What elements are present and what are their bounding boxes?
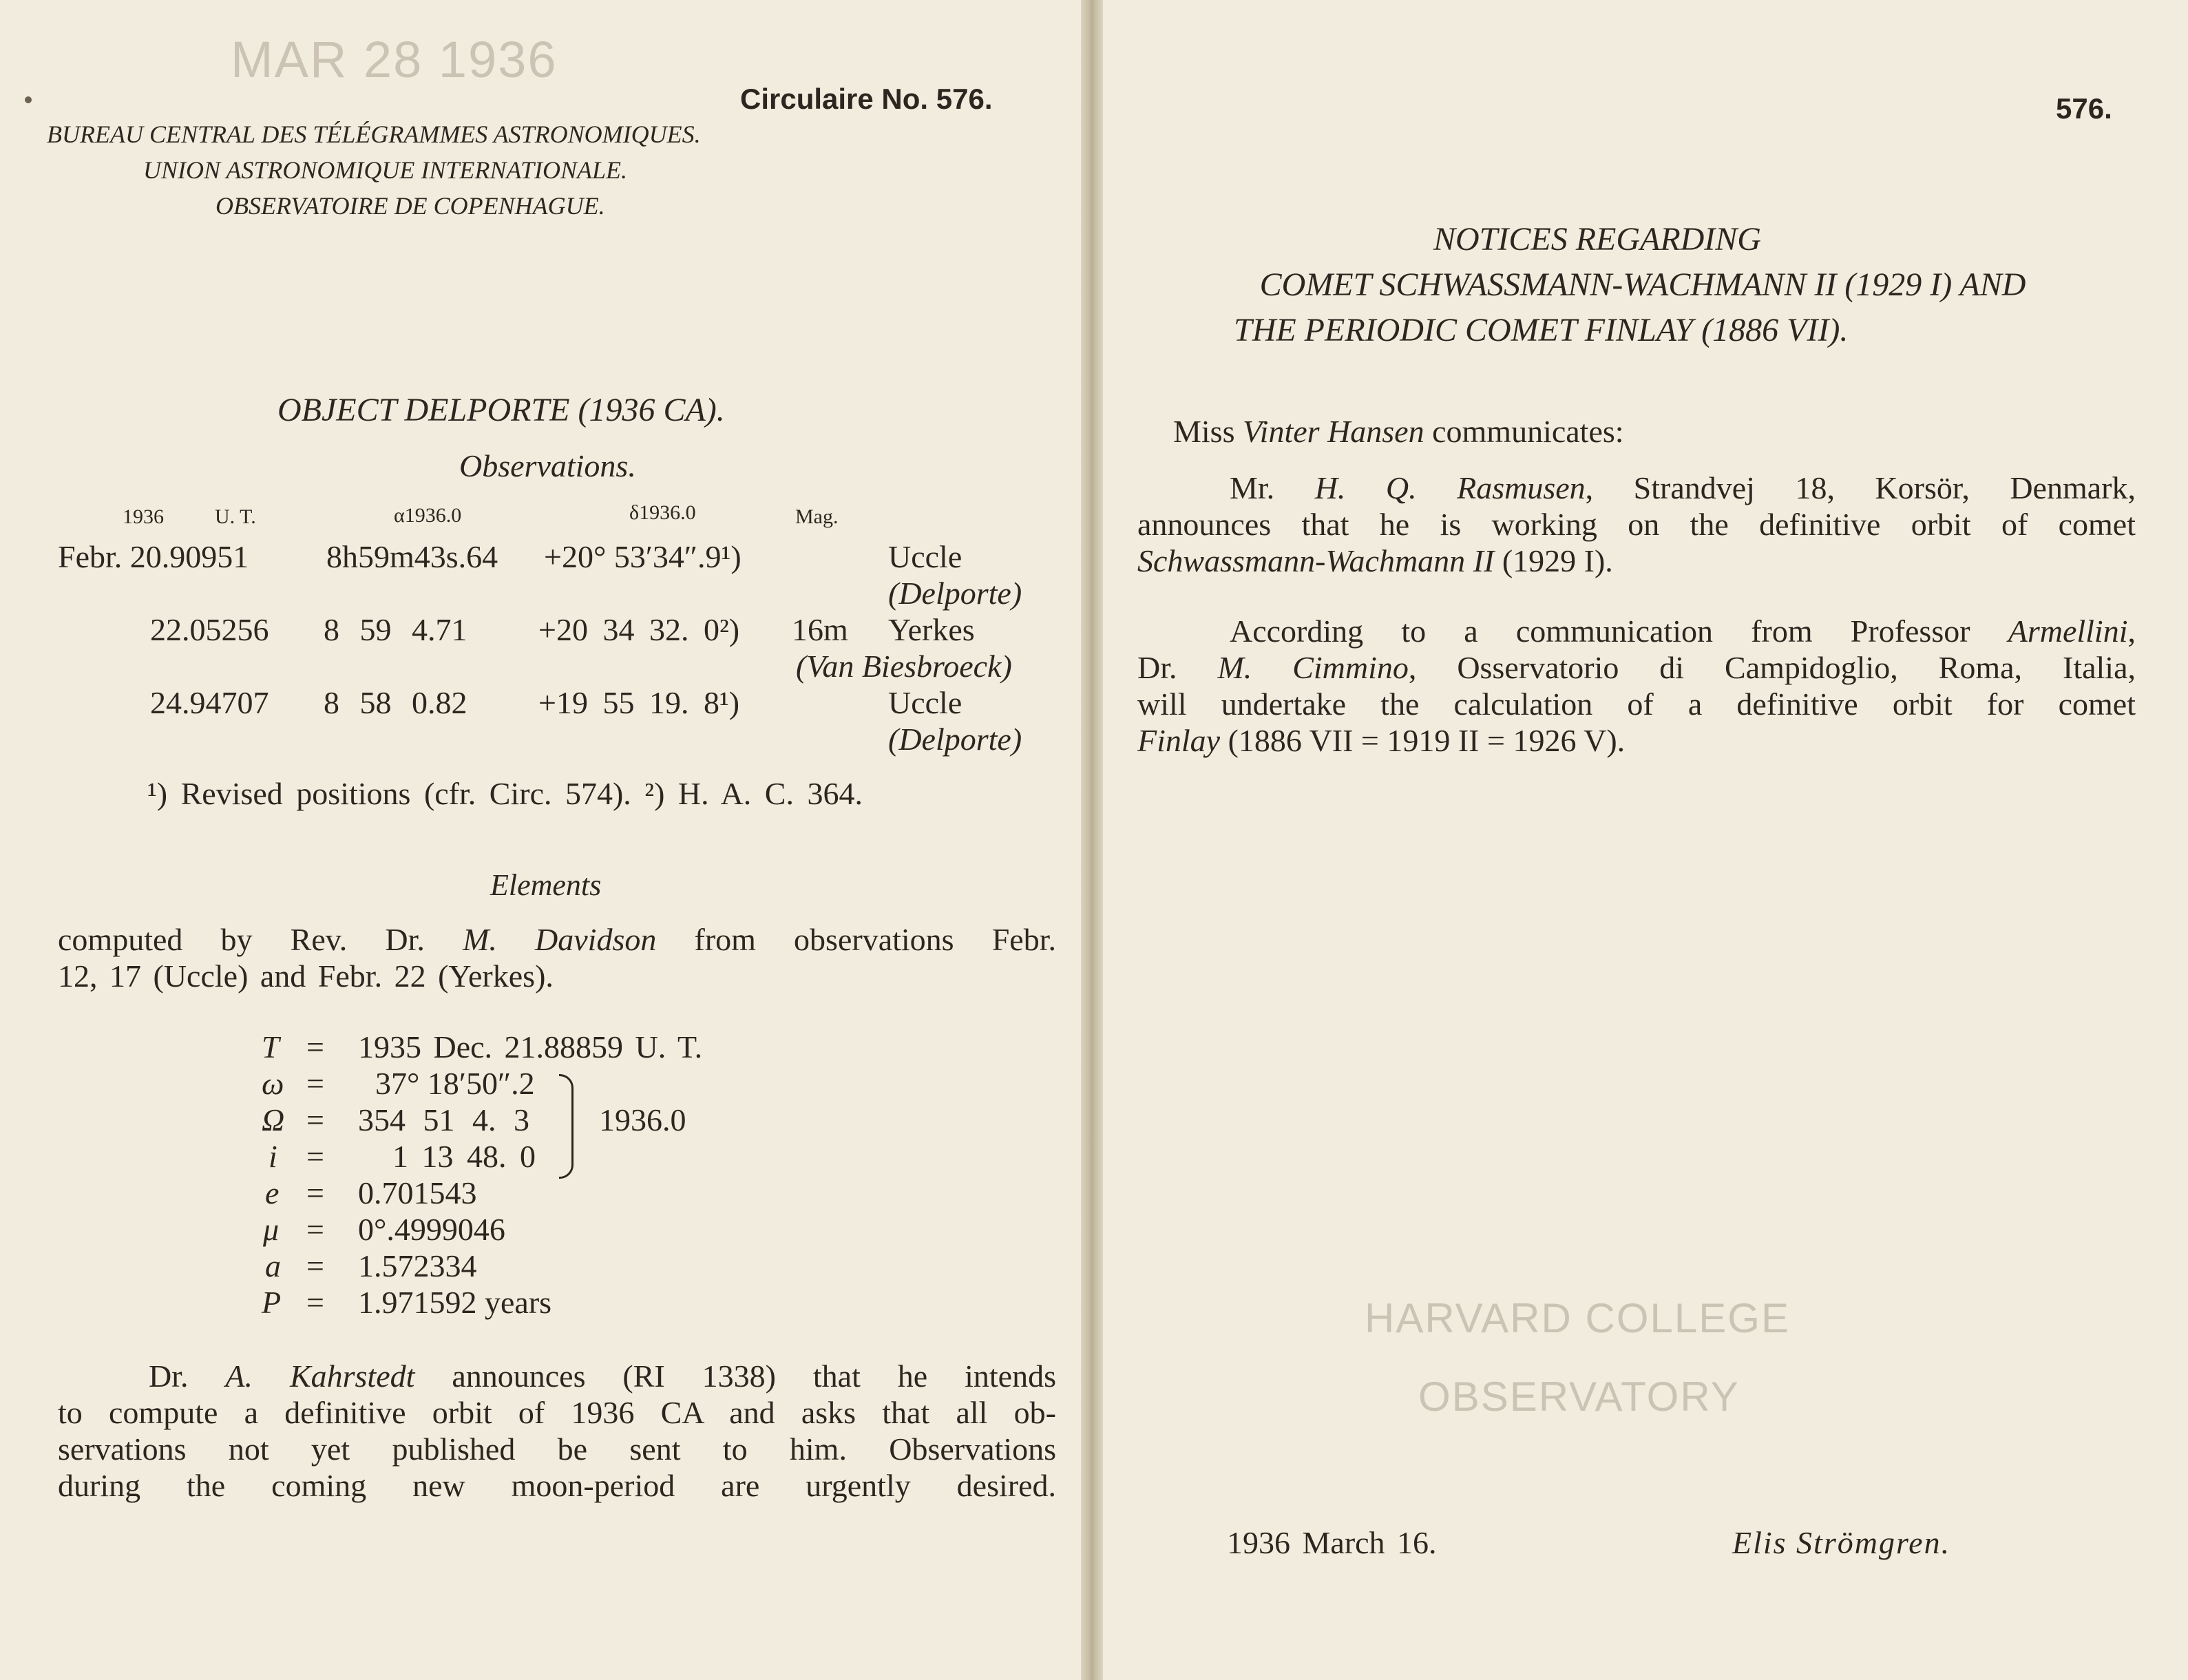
paragraph-line: Mr. H. Q. Rasmusen, Strandvej 18, Korsör, Denmark, (1230, 470, 2136, 505)
person-name: H. Q. Rasmusen (1314, 470, 1586, 505)
computer-name: M. Davidson (463, 922, 657, 957)
paragraph-line: Finlay (1886 VII = 1919 II = 1926 V). (1137, 723, 1626, 758)
elements-heading: Elements (490, 868, 602, 902)
circular-number: Circulaire No. 576. (740, 83, 993, 115)
issue-date: 1936 March 16. (1227, 1525, 1437, 1560)
col-year: 1936 (123, 505, 164, 528)
element-value: 1.971592 years (358, 1285, 552, 1320)
col-delta: δ1936.0 (629, 501, 696, 524)
header-union: UNION ASTRONOMIQUE INTERNATIONALE. (143, 156, 628, 184)
obs-station: Uccle (888, 539, 962, 574)
obs-date: Febr. 20.90951 (58, 539, 249, 574)
paragraph-line: Dr. A. Kahrstedt announces (RI 1338) that he intends (149, 1358, 1056, 1394)
element-symbol: Ω (262, 1102, 285, 1137)
obs-station: Uccle (888, 685, 962, 720)
person-name: M. Cimmino (1217, 650, 1409, 685)
received-date-stamp: MAR 28 1936 (231, 31, 558, 88)
obs-dec: +20 34 32. 0²) (538, 612, 740, 647)
header-observatory: OBSERVATOIRE DE COPENHAGUE. (215, 192, 605, 220)
notice-title-line: THE PERIODIC COMET FINLAY (1886 VII). (1234, 312, 1849, 348)
notice-title-line: NOTICES REGARDING (1433, 221, 1761, 258)
obs-date: 22.05256 (150, 612, 269, 647)
obs-dec: +19 55 19. 8¹) (538, 685, 740, 720)
obs-ra: 8 59 4.71 (324, 612, 467, 647)
element-equals: = (306, 1066, 324, 1101)
element-value: 37° 18′50″.2 (375, 1066, 535, 1101)
comet-name: Schwassmann-Wachmann II (1137, 543, 1495, 578)
paragraph-line: to compute a definitive orbit of 1936 CA and asks that all ob- (58, 1395, 1056, 1430)
element-value: 354 51 4. 3 (358, 1102, 529, 1137)
paragraph-line: will undertake the calculation of a definitive orbit for comet (1137, 686, 2136, 722)
observations-footnote: ¹) Revised positions (cfr. Circ. 574). ²) H. A. C. 364. (147, 776, 863, 811)
element-symbol: a (265, 1248, 281, 1283)
element-value: 1 13 48. 0 (392, 1139, 536, 1174)
element-symbol: T (262, 1029, 280, 1064)
element-value: 0.701543 (358, 1175, 477, 1210)
library-stamp-line1: HARVARD COLLEGE (1365, 1295, 1790, 1341)
notice-title-line: COMET SCHWASSMANN-WACHMANN II (1929 I) AND (1259, 266, 2026, 303)
paragraph-line: announces that he is working on the definitive orbit of comet (1137, 507, 2136, 542)
signature: Elis Strömgren. (1732, 1525, 1951, 1560)
observations-heading: Observations. (459, 448, 636, 483)
header-bureau: BUREAU CENTRAL DES TÉLÉGRAMMES ASTRONOMIQUES. (47, 120, 701, 148)
person-name: A. Kahrstedt (225, 1358, 415, 1394)
col-mag: Mag. (795, 505, 839, 528)
brace-mark (559, 1074, 574, 1179)
element-equals: = (306, 1029, 324, 1064)
col-alpha: α1936.0 (394, 504, 462, 527)
obs-observer: (Delporte) (888, 576, 1022, 611)
element-value: 1935 Dec. 21.88859 U. T. (358, 1029, 703, 1064)
left-page (0, 0, 1081, 1680)
intro-line: Miss Vinter Hansen communicates: (1173, 414, 1624, 449)
obs-observer: (Van Biesbroeck) (796, 649, 1012, 684)
element-value: 1.572334 (358, 1248, 477, 1283)
element-symbol: P (262, 1285, 282, 1320)
obs-mag: 16m (792, 612, 848, 647)
computed-by-line: computed by Rev. Dr. M. Davidson from observations Febr. (58, 922, 1056, 957)
element-equals: = (306, 1102, 324, 1137)
obs-ra: 8 58 0.82 (324, 685, 467, 720)
center-fold (1081, 0, 1103, 1680)
col-ut: U. T. (215, 505, 256, 528)
element-value: 0°.4999046 (358, 1212, 505, 1247)
obs-ra: 8h59m43s.64 (326, 539, 498, 574)
element-symbol: ω (262, 1066, 284, 1101)
obs-station: Yerkes (888, 612, 975, 647)
paragraph-line: servations not yet published be sent to him. Observations (58, 1431, 1056, 1467)
element-equals: = (306, 1139, 324, 1174)
right-page (1103, 0, 2188, 1680)
person-name: Armellini (2008, 613, 2128, 649)
element-equals: = (306, 1248, 324, 1283)
element-equals: = (306, 1212, 324, 1247)
paragraph-line: during the coming new moon-period are urgently desired. (58, 1468, 1056, 1503)
library-stamp-line2: OBSERVATORY (1418, 1374, 1740, 1420)
object-title: OBJECT DELPORTE (1936 CA). (277, 392, 725, 428)
obs-date: 24.94707 (150, 685, 269, 720)
computed-dates-line: 12, 17 (Uccle) and Febr. 22 (Yerkes). (58, 958, 554, 994)
element-symbol: μ (263, 1212, 280, 1247)
element-equals: = (306, 1175, 324, 1210)
paragraph-line: Dr. M. Cimmino, Osservatorio di Campidoglio, Roma, Italia, (1137, 650, 2136, 685)
comet-name: Finlay (1137, 723, 1221, 758)
element-symbol: i (269, 1139, 277, 1174)
ink-speck (25, 96, 32, 103)
circular-number-short: 576. (2056, 92, 2112, 125)
person-name: Vinter Hansen (1242, 414, 1424, 449)
equinox-label: 1936.0 (599, 1102, 686, 1137)
paragraph-line: According to a communication from Professor Armellini, (1230, 613, 2136, 649)
element-equals: = (306, 1285, 324, 1320)
element-symbol: e (265, 1175, 280, 1210)
obs-observer: (Delporte) (888, 722, 1022, 757)
obs-dec: +20° 53′34″.9¹) (544, 539, 741, 574)
paragraph-line: Schwassmann-Wachmann II (1929 I). (1137, 543, 1613, 578)
